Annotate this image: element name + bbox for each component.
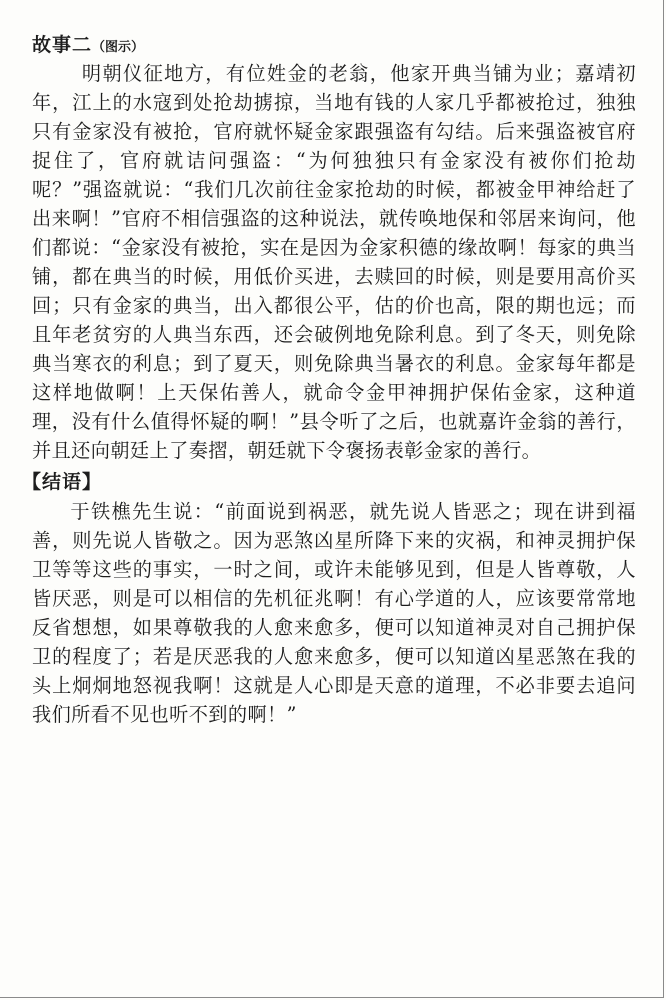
story-title: 故事二	[32, 34, 93, 56]
page-content	[22, 32, 636, 729]
conclusion-paragraph: 于铁樵先生说：“前面说到祸恶，就先说人皆恶之；现在讲到福善，则先说人皆敬之。因为恶煞凶星所降下来的灾祸，和神灵拥护保卫等等这些的事实，一时之间，或许未能够见到，但是人皆尊敬，人皆厌恶，则是可以相信的先机征兆啊！有心学道的人，应该要常常地反省想想，如果尊敬我的人愈来愈多，便可以知道神灵对自己拥护保卫的程度了；若是厌恶我的人愈来愈多，便可以知道凶星恶煞在我的头上炯炯地怒视我啊！这就是人心即是天意的道理，不必非要去追问我们所看不见也听不到的啊！”	[32, 500, 636, 726]
story-paragraph: 明朝仪征地方，有位姓金的老翁，他家开典当铺为业；嘉靖初年，江上的水寇到处抢劫掳掠，当地有钱的人家几乎都被抢过，独独只有金家没有被抢，官府就怀疑金家跟强盗有勾结。后来强盗被官府捉住了，官府就诘问强盗：“为何独独只有金家没有被你们抢劫呢？”强盗就说：“我们几次前往金家抢劫的时候，都被金甲神给赶了出来啊！”官府不相信强盗的这种说法，就传唤地保和邻居来询问，他们都说：“金家没有被抢，实在是因为金家积德的缘故啊！每家的典当铺，都在典当的时候，用低价买进，去赎回的时候，则是要用高价买回；只有金家的典当，出入都很公平，估的价也高，限的期也远；而且年老贫穷的人典当东西，还会破例地免除利息。到了冬天，则免除典当寒衣的利息；到了夏天，则免除典当暑衣的利息。金家每年都是这样地做啊！上天保佑善人，就命令金甲神拥护保佑金家，这种道理，没有什么值得怀疑的啊！”县令听了之后，也就嘉许金翁的善行，并且还向朝廷上了奏摺，朝廷就下令褒扬表彰金家的善行。	[32, 62, 636, 462]
story-heading	[32, 32, 636, 58]
conclusion-title: 【结语】	[22, 471, 103, 493]
story-subtitle: （图示）	[92, 40, 145, 55]
